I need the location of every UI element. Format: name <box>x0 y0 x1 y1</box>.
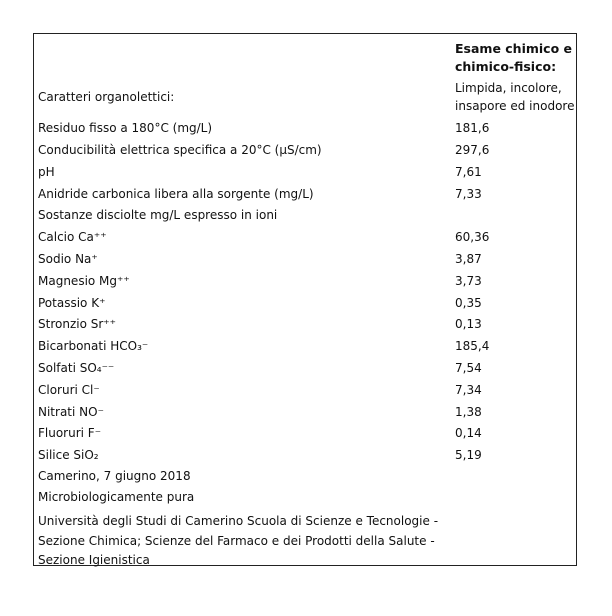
row-value: 185,4 <box>455 339 490 353</box>
row-value: 60,36 <box>455 230 490 244</box>
row-label: Stronzio Sr⁺⁺ <box>38 317 116 331</box>
row-label: pH <box>38 165 55 179</box>
row-value: 297,6 <box>455 143 490 157</box>
footer-institution: Università degli Studi di Camerino Scuola di Scienze e Tecnologie - Sezione Chimica; Scienze del Farmaco e dei Prodotti della Salute - Sezione Igienistica <box>38 514 439 567</box>
row-label: Potassio K⁺ <box>38 296 106 310</box>
row-label: Solfati SO₄⁻⁻ <box>38 361 115 375</box>
organoleptic-label: Caratteri organolettici: <box>38 90 175 104</box>
row-label: Sostanze disciolte mg/L espresso in ioni <box>38 208 278 222</box>
row-value: 181,6 <box>455 121 490 135</box>
row-label: Cloruri Cl⁻ <box>38 383 100 397</box>
row-label: Silice SiO₂ <box>38 448 99 462</box>
row-label: Fluoruri F⁻ <box>38 426 102 440</box>
row-value: 7,54 <box>455 361 482 375</box>
row-label: Bicarbonati HCO₃⁻ <box>38 339 149 353</box>
row-label: Residuo fisso a 180°C (mg/L) <box>38 121 213 135</box>
row-value: 7,33 <box>455 187 482 201</box>
row-value: 0,13 <box>455 317 482 331</box>
row-label: Magnesio Mg⁺⁺ <box>38 274 130 288</box>
row-value: 7,34 <box>455 383 482 397</box>
row-value: 3,87 <box>455 252 482 266</box>
footer-date: Camerino, 7 giugno 2018 <box>38 469 191 483</box>
row-label: Nitrati NO⁻ <box>38 405 104 419</box>
row-value: 0,14 <box>455 426 482 440</box>
row-label: Calcio Ca⁺⁺ <box>38 230 107 244</box>
row-label: Anidride carbonica libera alla sorgente (mg/L) <box>38 187 314 201</box>
row-value: 1,38 <box>455 405 482 419</box>
footer-microbiology: Microbiologicamente pura <box>38 490 195 504</box>
row-value: 5,19 <box>455 448 482 462</box>
row-value: 0,35 <box>455 296 482 310</box>
row-value: 7,61 <box>455 165 482 179</box>
analysis-header: Esame chimico e chimico-fisico: <box>455 41 572 74</box>
row-value: 3,73 <box>455 274 482 288</box>
organoleptic-value: Limpida, incolore, insapore ed inodore <box>455 81 575 113</box>
row-label: Conducibilità elettrica specifica a 20°C (µS/cm) <box>38 143 322 157</box>
row-label: Sodio Na⁺ <box>38 252 98 266</box>
